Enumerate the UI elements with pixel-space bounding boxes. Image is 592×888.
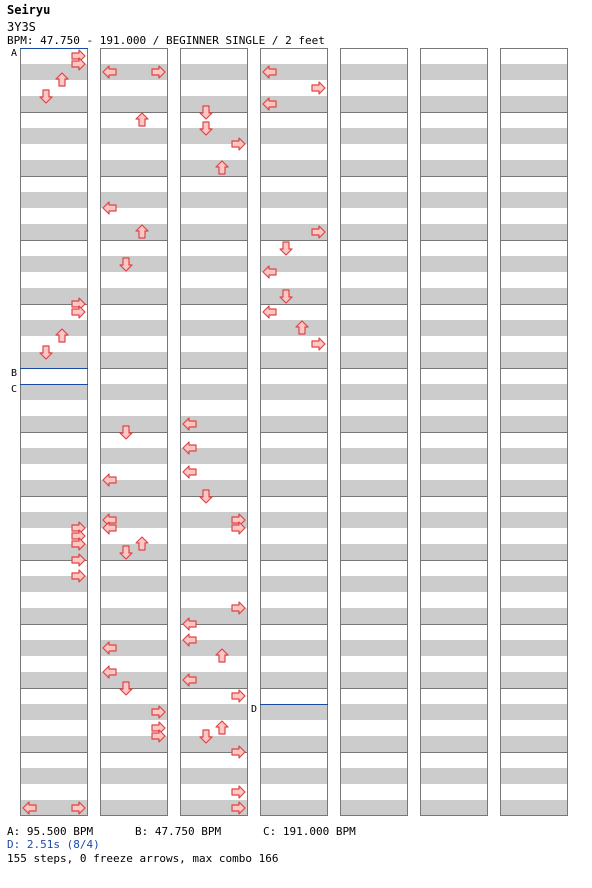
beat-stripe	[100, 608, 168, 624]
beat-stripe	[500, 480, 568, 496]
beat-stripe	[20, 672, 88, 688]
beat-stripe	[180, 256, 248, 272]
beat-stripe	[340, 448, 408, 464]
beat-stripe	[260, 704, 328, 720]
beat-stripe	[180, 704, 248, 720]
beat-stripe	[420, 480, 488, 496]
beat-stripe	[180, 576, 248, 592]
beat-stripe	[420, 768, 488, 784]
beat-stripe	[180, 768, 248, 784]
beat-stripe	[500, 768, 568, 784]
beat-stripe	[340, 352, 408, 368]
beat-stripe	[420, 96, 488, 112]
beat-stripe	[340, 256, 408, 272]
beat-stripe	[260, 576, 328, 592]
beat-stripe	[180, 192, 248, 208]
beat-stripe	[100, 448, 168, 464]
beat-stripe	[100, 800, 168, 816]
marker-label: C	[11, 384, 18, 395]
beat-stripe	[500, 288, 568, 304]
beat-stripe	[260, 768, 328, 784]
beat-stripe	[340, 672, 408, 688]
song-title: Seiryu	[7, 3, 51, 17]
beat-stripe	[20, 448, 88, 464]
beat-stripe	[500, 672, 568, 688]
beat-stripe	[340, 320, 408, 336]
beat-stripe	[340, 224, 408, 240]
beat-stripe	[340, 800, 408, 816]
beat-stripe	[420, 672, 488, 688]
beat-stripe	[100, 288, 168, 304]
beat-stripe	[420, 704, 488, 720]
beat-stripe	[20, 640, 88, 656]
beat-stripe	[420, 640, 488, 656]
beat-stripe	[100, 224, 168, 240]
beat-stripe	[180, 64, 248, 80]
beat-stripe	[420, 192, 488, 208]
beat-stripe	[340, 480, 408, 496]
beat-stripe	[260, 320, 328, 336]
beat-stripe	[500, 416, 568, 432]
beat-stripe	[340, 128, 408, 144]
beat-stripe	[420, 64, 488, 80]
beat-stripe	[260, 416, 328, 432]
beat-stripe	[260, 448, 328, 464]
beat-stripe	[20, 416, 88, 432]
beat-stripe	[180, 352, 248, 368]
stop-d-label: D: 2.51s (8/4)	[7, 838, 100, 851]
beat-stripe	[260, 640, 328, 656]
beat-stripe	[340, 608, 408, 624]
beat-stripe	[100, 128, 168, 144]
beat-stripe	[340, 512, 408, 528]
beat-stripe	[20, 736, 88, 752]
beat-stripe	[260, 192, 328, 208]
beat-stripe	[500, 448, 568, 464]
beat-stripe	[20, 224, 88, 240]
beat-stripe	[260, 128, 328, 144]
beat-stripe	[500, 320, 568, 336]
beat-stripe	[420, 736, 488, 752]
beat-stripe	[340, 160, 408, 176]
beat-stripe	[340, 544, 408, 560]
beat-stripe	[500, 192, 568, 208]
beat-stripe	[260, 800, 328, 816]
beat-stripe	[420, 576, 488, 592]
beat-stripe	[340, 736, 408, 752]
beat-stripe	[420, 160, 488, 176]
beat-stripe	[180, 160, 248, 176]
beat-stripe	[20, 256, 88, 272]
beat-stripe	[180, 544, 248, 560]
beat-stripe	[100, 256, 168, 272]
marker-label: B	[11, 368, 18, 379]
beat-stripe	[100, 160, 168, 176]
beat-stripe	[100, 768, 168, 784]
beat-stripe	[340, 416, 408, 432]
beat-stripe	[500, 608, 568, 624]
beat-stripe	[260, 672, 328, 688]
beat-stripe	[260, 608, 328, 624]
beat-stripe	[260, 544, 328, 560]
beat-stripe	[500, 96, 568, 112]
beat-stripe	[340, 704, 408, 720]
beat-stripe	[420, 448, 488, 464]
beat-stripe	[420, 800, 488, 816]
beat-stripe	[180, 288, 248, 304]
beat-stripe	[100, 320, 168, 336]
beat-stripe	[260, 384, 328, 400]
beat-stripe	[340, 64, 408, 80]
beat-stripe	[500, 800, 568, 816]
beat-stripe	[180, 320, 248, 336]
beat-stripe	[20, 192, 88, 208]
artist-name: 3Y3S	[7, 20, 36, 34]
beat-stripe	[420, 256, 488, 272]
beat-stripe	[20, 704, 88, 720]
beat-stripe	[100, 416, 168, 432]
beat-stripe	[500, 736, 568, 752]
bpm-a-label: A: 95.500 BPM	[7, 825, 94, 838]
beat-stripe	[260, 160, 328, 176]
beat-stripe	[420, 352, 488, 368]
bpm-c-label: C: 191.000 BPM	[263, 825, 356, 838]
beat-stripe	[500, 256, 568, 272]
beat-stripe	[20, 160, 88, 176]
beat-stripe	[180, 96, 248, 112]
beat-stripe	[500, 384, 568, 400]
beat-stripe	[340, 96, 408, 112]
beat-stripe	[500, 544, 568, 560]
bpm-b-label: B: 47.750 BPM	[135, 825, 222, 838]
marker-label: A	[11, 48, 18, 59]
beat-stripe	[340, 576, 408, 592]
beat-stripe	[180, 224, 248, 240]
step-stats: 155 steps, 0 freeze arrows, max combo 166	[7, 852, 279, 865]
beat-stripe	[500, 224, 568, 240]
beat-stripe	[260, 288, 328, 304]
beat-stripe	[420, 384, 488, 400]
beat-stripe	[20, 96, 88, 112]
beat-stripe	[500, 160, 568, 176]
beat-stripe	[20, 384, 88, 400]
beat-stripe	[20, 352, 88, 368]
beat-stripe	[500, 352, 568, 368]
beat-stripe	[260, 736, 328, 752]
beat-stripe	[260, 512, 328, 528]
beat-stripe	[420, 128, 488, 144]
beat-stripe	[340, 640, 408, 656]
marker-label: D	[251, 704, 258, 715]
beat-stripe	[100, 576, 168, 592]
beat-stripe	[340, 384, 408, 400]
beat-stripe	[180, 384, 248, 400]
beat-stripe	[20, 608, 88, 624]
beat-stripe	[100, 96, 168, 112]
beat-stripe	[100, 384, 168, 400]
beat-stripe	[20, 128, 88, 144]
beat-stripe	[20, 320, 88, 336]
beat-stripe	[500, 704, 568, 720]
beat-stripe	[420, 224, 488, 240]
beat-stripe	[20, 480, 88, 496]
beat-stripe	[420, 416, 488, 432]
beat-stripe	[100, 352, 168, 368]
beat-stripe	[420, 544, 488, 560]
beat-stripe	[340, 768, 408, 784]
beat-stripe	[420, 512, 488, 528]
beat-stripe	[260, 352, 328, 368]
bpm-line: BPM: 47.750 - 191.000 / BEGINNER SINGLE / 2 feet	[7, 34, 325, 47]
beat-stripe	[100, 544, 168, 560]
beat-stripe	[260, 480, 328, 496]
beat-stripe	[340, 288, 408, 304]
beat-stripe	[420, 288, 488, 304]
beat-stripe	[420, 320, 488, 336]
beat-stripe	[500, 64, 568, 80]
beat-stripe	[500, 512, 568, 528]
beat-stripe	[500, 128, 568, 144]
beat-stripe	[500, 640, 568, 656]
beat-stripe	[340, 192, 408, 208]
beat-stripe	[20, 768, 88, 784]
beat-stripe	[420, 608, 488, 624]
beat-stripe	[180, 480, 248, 496]
beat-stripe	[500, 576, 568, 592]
